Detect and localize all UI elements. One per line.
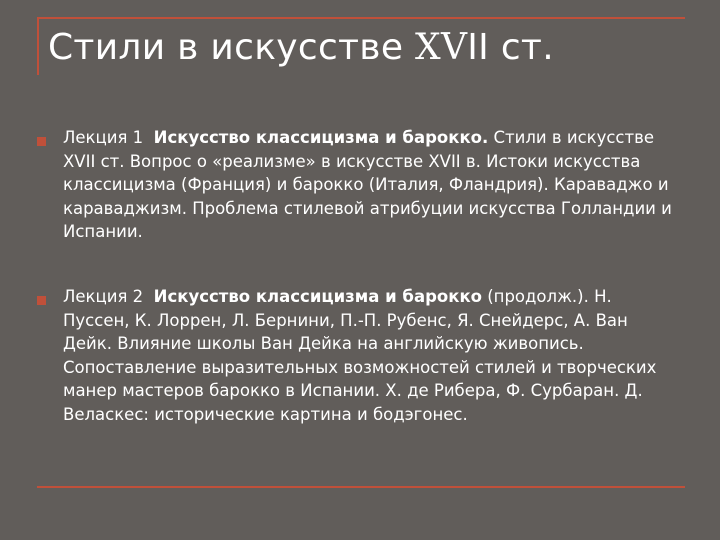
- frame-left-line: [37, 17, 39, 75]
- frame-top-line: [37, 17, 685, 19]
- frame-bottom-line: [37, 486, 685, 488]
- title-suffix: II ст.: [467, 27, 554, 68]
- lecture-description: Н. Пуссен, К. Лоррен, Л. Бернини, П.-П. Рубенс, Я. Снейдерс, А. Ван Дейк. Влияние школы Ван Дейка на английскую живопись. Сопоставление выразительных возможностей стилей и творческих манер мастеров барокко в Испании. Х. де Рибера, Ф. Сурбаран. Д. Веласкес: исторические картина и бодэгонес.: [63, 287, 657, 424]
- lecture-topic-continuation: (продолж.).: [481, 287, 589, 306]
- lecture-label: Лекция 2: [63, 287, 144, 306]
- slide-title: [48, 20, 554, 76]
- lecture-topic: Искусство классицизма и барокко.: [153, 128, 489, 147]
- list-item: [37, 126, 677, 244]
- lecture-description: Стили в искусстве XVII ст. Вопрос о «реализме» в искусстве XVII в. Истоки искусства классицизма (Франция) и барокко (Италия, Фландрия). Караваджо и караваджизм. Проблема стилевой атрибуции искусства Голландии и Испании.: [63, 128, 672, 241]
- title-prefix: Стили в искусстве: [48, 27, 416, 68]
- bullet-icon: [37, 296, 46, 305]
- title-roman-numeral: XV: [415, 27, 468, 68]
- bullet-icon: [37, 137, 46, 146]
- lecture-topic: Искусство классицизма и барокко: [153, 287, 482, 306]
- list-item: [37, 285, 677, 426]
- item-text: [63, 126, 677, 244]
- lecture-label: Лекция 1: [63, 128, 144, 147]
- item-text: [63, 285, 677, 426]
